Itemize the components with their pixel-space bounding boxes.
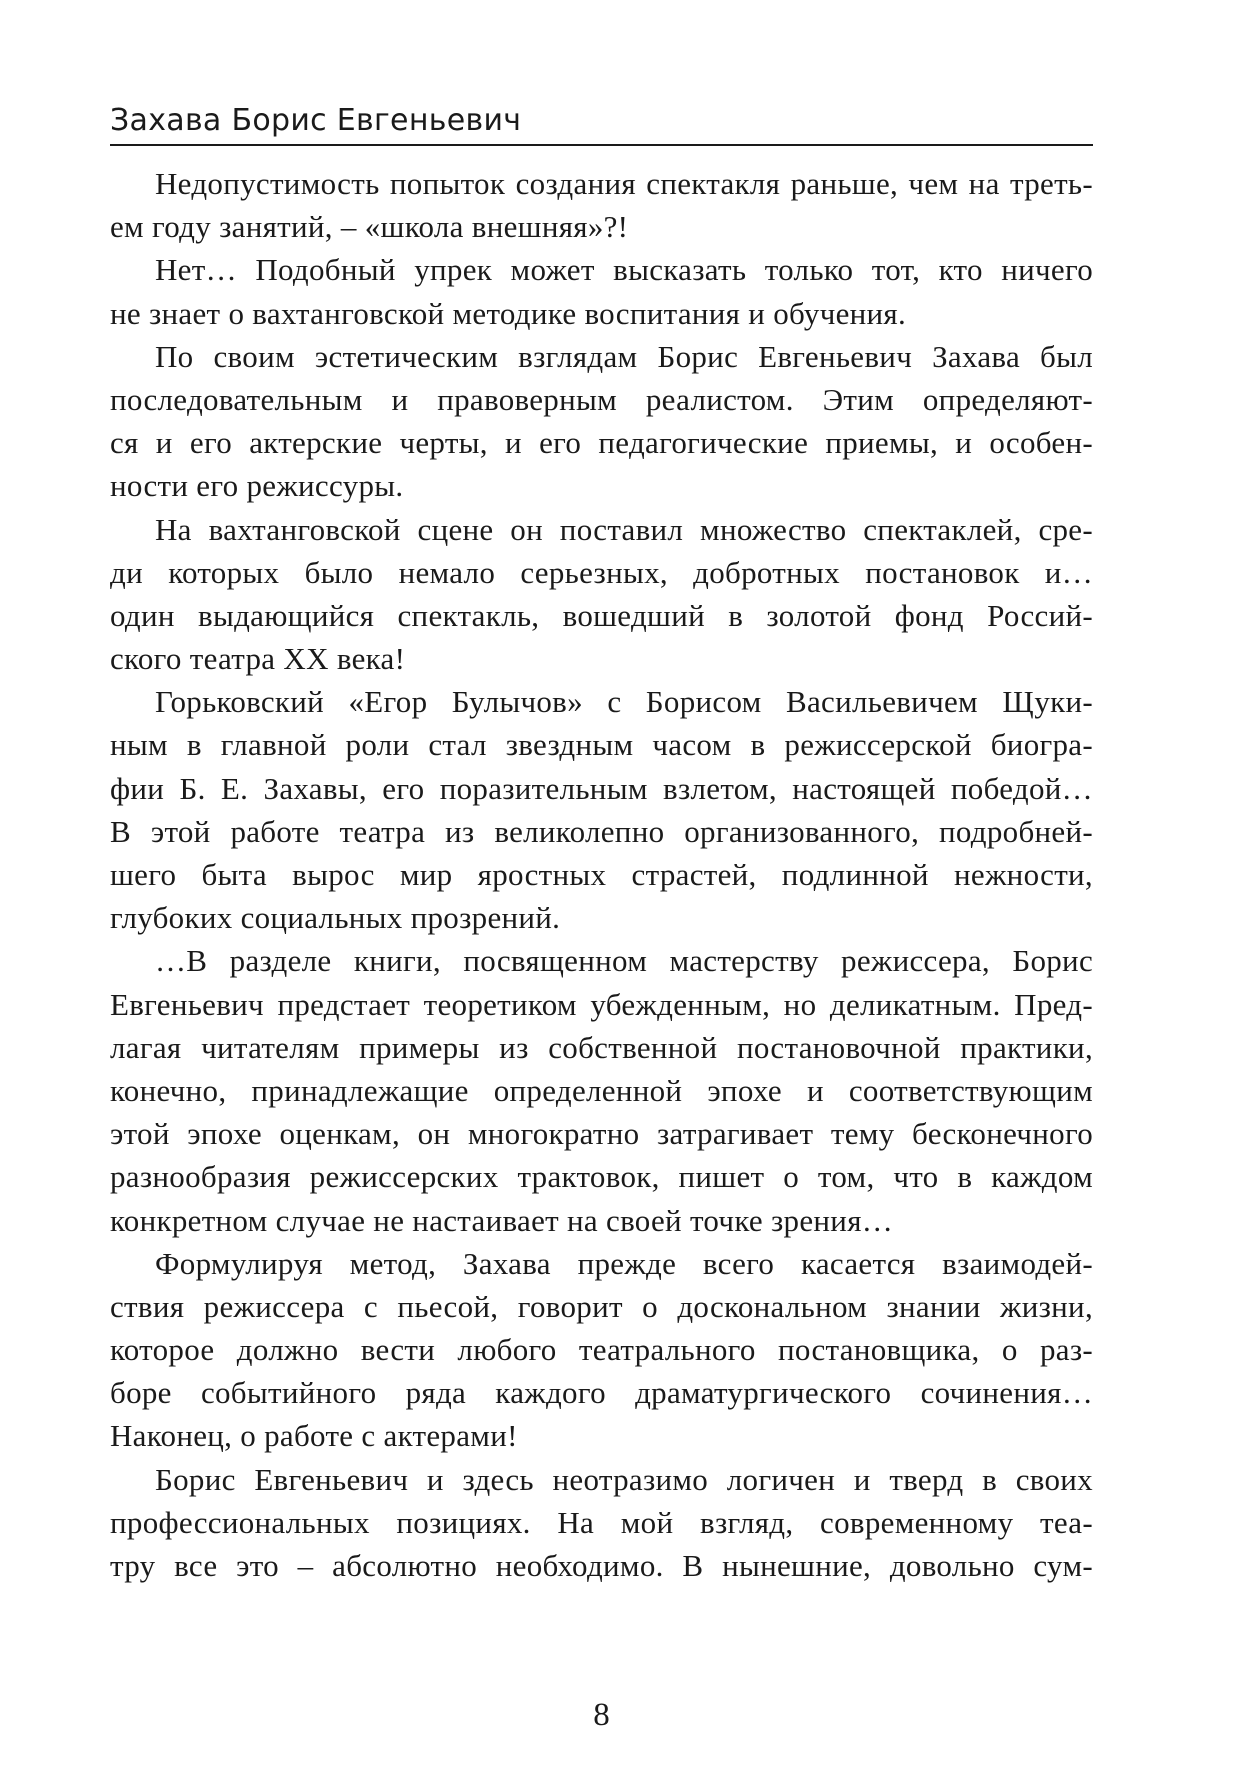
text-line: Горьковский «Егор Булычов» с Борисом Васильевичем Щуки- xyxy=(155,684,1093,720)
paragraph xyxy=(110,680,1093,939)
paragraph xyxy=(110,248,1093,334)
paragraph xyxy=(110,939,1093,1241)
text-line: По своим эстетическим взглядам Борис Евгеньевич Захава был xyxy=(155,338,1093,374)
text-line: Недопустимость попыток создания спектакля раньше, чем на треть- xyxy=(155,166,1093,201)
text-line: ности его режиссуры. xyxy=(110,468,404,504)
text-line: ди которых было немало серьезных, добротных постановок и… xyxy=(110,554,1093,590)
text-line: профессиональных позициях. На мой взгляд, современному теа- xyxy=(110,1504,1093,1540)
text-line: В этой работе театра из великолепно организованного, подробней- xyxy=(110,813,1093,849)
text-line: На вахтанговской сцене он поставил множество спектаклей, сре- xyxy=(155,511,1093,547)
running-header-title: Захава Борис Евгеньевич xyxy=(110,103,522,138)
text-line: Борис Евгеньевич и здесь неотразимо логичен и тверд в своих xyxy=(155,1461,1093,1497)
text-line: Наконец, о работе с актерами! xyxy=(110,1418,518,1454)
paragraph xyxy=(110,162,1093,248)
text-line: лагая читателям примеры из собственной постановочной практики, xyxy=(110,1029,1093,1065)
text-line: ствия режиссера с пьесой, говорит о доскональном знании жизни, xyxy=(110,1288,1093,1324)
text-line: ся и его актерские черты, и его педагогические приемы, и особен- xyxy=(110,425,1093,461)
text-line: конкретном случае не настаивает на своей точке зрения… xyxy=(110,1202,894,1238)
text-line: …В разделе книги, посвященном мастерству режиссера, Борис xyxy=(155,943,1093,979)
text-line: ем году занятий, – «школа внешняя»?! xyxy=(110,209,629,245)
text-line: один выдающийся спектакль, вошедший в золотой фонд Россий- xyxy=(110,597,1093,633)
page-body xyxy=(110,162,1093,1587)
text-line: фии Б. Е. Захавы, его поразительным взлетом, настоящей победой… xyxy=(110,770,1093,806)
text-line: последовательным и правоверным реалистом. Этим определяют- xyxy=(110,381,1093,417)
paragraph xyxy=(110,508,1093,681)
paragraph xyxy=(110,335,1093,508)
text-line: Нет… Подобный упрек может высказать только тот, кто ничего xyxy=(155,252,1093,288)
text-line: разнообразия режиссерских трактовок, пишет о том, что в каждом xyxy=(110,1159,1093,1195)
page-number: 8 xyxy=(593,1697,610,1733)
text-line: не знает о вахтанговской методике воспитания и обучения. xyxy=(110,295,907,331)
text-line: Формулируя метод, Захава прежде всего касается взаимодей- xyxy=(155,1245,1093,1281)
paragraph xyxy=(110,1242,1093,1458)
text-line: боре событийного ряда каждого драматургического сочинения… xyxy=(110,1375,1093,1411)
text-line: глубоких социальных прозрений. xyxy=(110,900,561,936)
text-line: которое должно вести любого театрального постановщика, о раз- xyxy=(110,1332,1093,1368)
paragraph xyxy=(110,1458,1093,1588)
text-line: тру все это – абсолютно необходимо. В нынешние, довольно сум- xyxy=(110,1548,1093,1583)
text-line: шего быта вырос мир яростных страстей, подлинной нежности, xyxy=(110,857,1093,892)
text-line: ского театра XX века! xyxy=(110,641,406,677)
text-line: конечно, принадлежащие определенной эпохе и соответствующим xyxy=(110,1072,1093,1108)
running-header xyxy=(110,100,1093,146)
text-line: Евгеньевич предстает теоретиком убежденным, но деликатным. Пред- xyxy=(110,986,1093,1022)
text-line: этой эпохе оценкам, он многократно затрагивает тему бесконечного xyxy=(110,1116,1093,1152)
text-line: ным в главной роли стал звездным часом в режиссерской биогра- xyxy=(110,727,1093,763)
